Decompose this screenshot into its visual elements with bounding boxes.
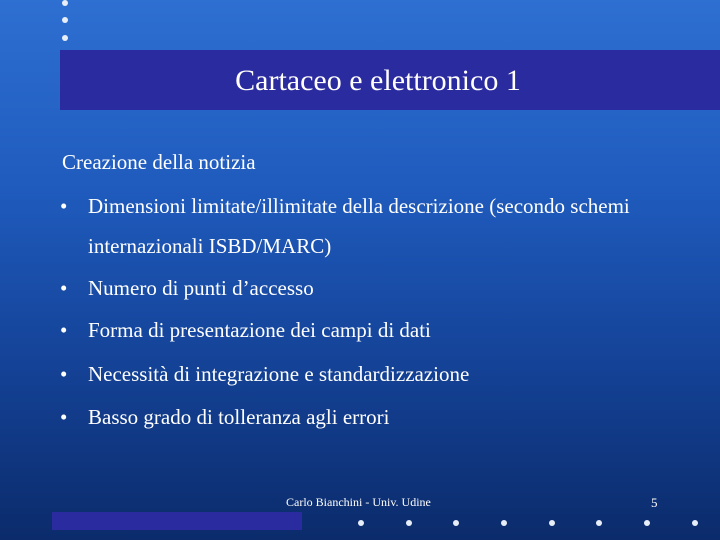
slide-title: Cartaceo e elettronico 1	[235, 64, 521, 97]
bullet-symbol: •	[60, 362, 68, 386]
bullet-text: Necessità di integrazione e standardizzazione	[88, 362, 470, 386]
decoration-dot	[596, 520, 602, 526]
decoration-dot	[644, 520, 650, 526]
bullet-text: Basso grado di tolleranza agli errori	[88, 405, 390, 429]
title-bar	[60, 50, 720, 110]
bullet-symbol: •	[60, 194, 68, 218]
bullet-item	[60, 268, 680, 308]
decoration-dot	[549, 520, 555, 526]
bullet-text: Forma di presentazione dei campi di dati	[88, 318, 431, 342]
bullet-text: Numero di punti d’accesso	[88, 276, 314, 300]
bullet-text: Dimensioni limitate/illimitate della descrizione (secondo schemi internazionali ISBD/MARC)	[88, 194, 630, 258]
decoration-dot	[62, 35, 68, 41]
decoration-dot	[501, 520, 507, 526]
page-number: 5	[651, 495, 658, 510]
bullet-item	[60, 354, 680, 394]
bullet-item	[60, 186, 680, 266]
footer-bar	[52, 512, 302, 530]
decoration-dot	[62, 0, 68, 6]
bullet-item	[60, 310, 680, 350]
bullet-symbol: •	[60, 318, 68, 342]
decoration-dot	[406, 520, 412, 526]
decoration-dot	[453, 520, 459, 526]
decoration-dot	[358, 520, 364, 526]
footer-author: Carlo Bianchini - Univ. Udine	[286, 495, 431, 509]
section-heading: Creazione della notizia	[62, 150, 256, 174]
decoration-dot	[692, 520, 698, 526]
bullet-item	[60, 397, 680, 437]
bullet-symbol: •	[60, 276, 68, 300]
decoration-dot	[62, 17, 68, 23]
bullet-symbol: •	[60, 405, 68, 429]
